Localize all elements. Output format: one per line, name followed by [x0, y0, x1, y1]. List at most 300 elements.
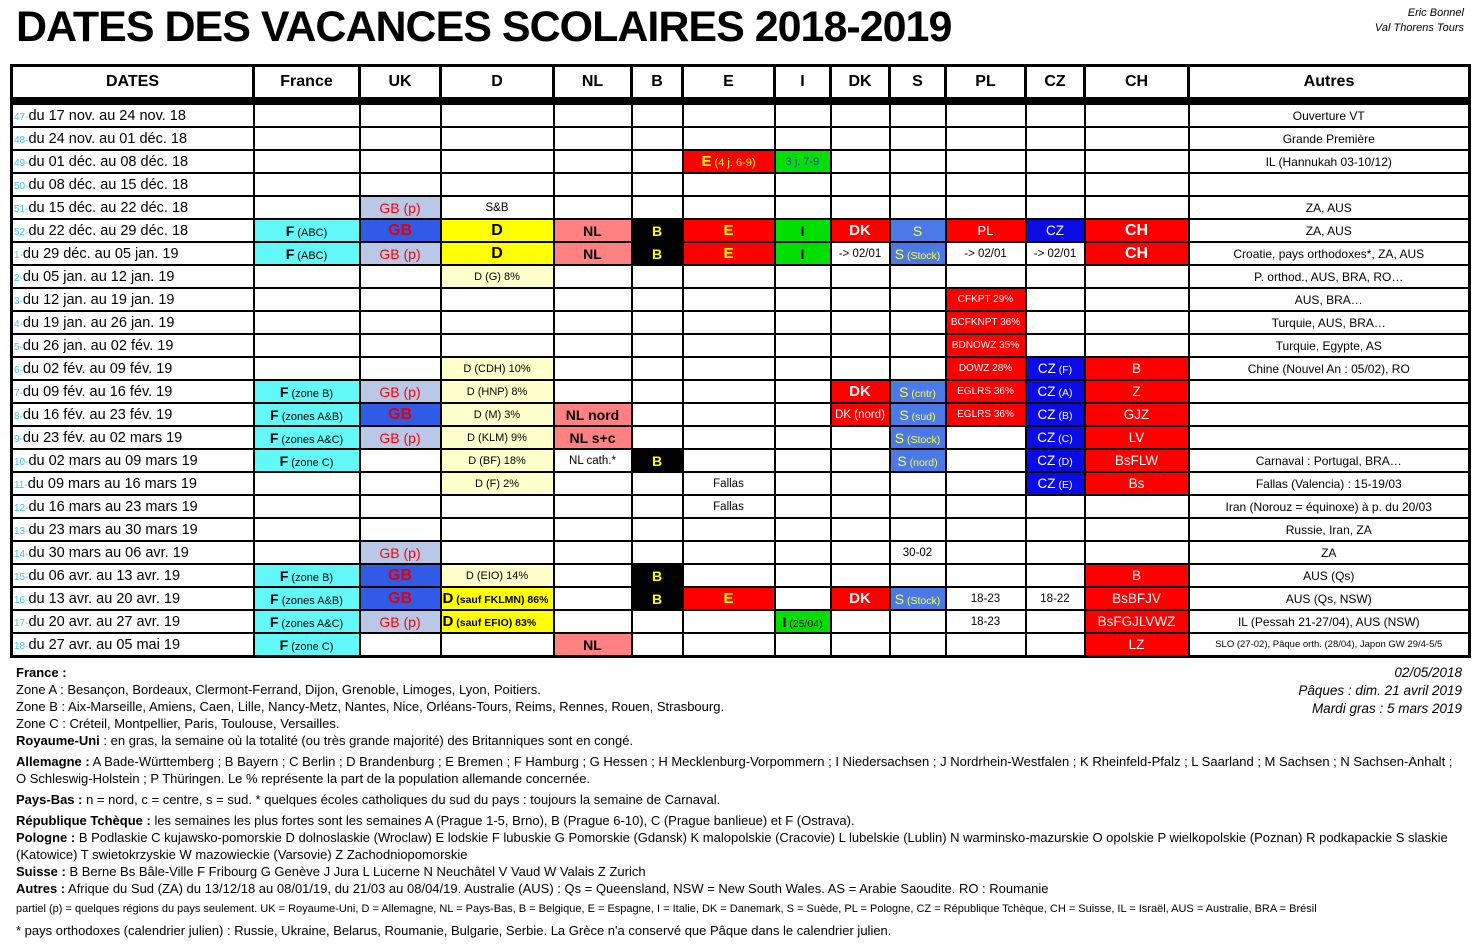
- cell-e: [683, 288, 775, 311]
- cell-main-text: F: [270, 406, 279, 423]
- cell-i: [775, 219, 831, 242]
- legend-lead: République Tchèque :: [16, 813, 151, 828]
- cell-autres: P. orthod., AUS, BRA, RO…: [1189, 265, 1470, 288]
- cell-autres: ZA: [1189, 541, 1470, 564]
- cell-autres: AUS (Qs, NSW): [1189, 587, 1470, 610]
- cell-main-text: D: [442, 590, 454, 607]
- cell-d: [441, 173, 554, 196]
- cell-main-text: F: [285, 245, 295, 262]
- cell-main-text: CZ: [1037, 361, 1056, 376]
- cell-nl: [554, 334, 632, 357]
- week-row: [12, 150, 1470, 173]
- cell-uk: [360, 541, 441, 564]
- cell-main-text: B: [1131, 568, 1141, 583]
- cell-b: [632, 288, 683, 311]
- legend-lead: Allemagne :: [16, 754, 90, 769]
- week-number: 47-: [14, 111, 29, 123]
- cell-cz: [1026, 173, 1085, 196]
- cell-main-text: E: [723, 590, 734, 607]
- week-row: [12, 380, 1470, 403]
- cell-cz: [1026, 564, 1085, 587]
- cell-main-text: DK: [849, 383, 871, 400]
- week-row: [12, 196, 1470, 219]
- cell-uk: [360, 150, 441, 173]
- cell-uk: [360, 518, 441, 541]
- date-range: du 23 mars au 30 mars 19: [28, 521, 198, 538]
- cell-d: [441, 265, 554, 288]
- date-cell: [12, 150, 254, 173]
- cell-d: [441, 449, 554, 472]
- cell-main-text: NL: [583, 636, 602, 653]
- cell-dk: [831, 334, 890, 357]
- cell-dk: [831, 449, 890, 472]
- cell-autres: Grande Première: [1189, 127, 1470, 150]
- cell-pl: [946, 150, 1026, 173]
- cell-uk: [360, 610, 441, 633]
- cell-sub-text: (zones A&C): [278, 617, 344, 630]
- side-note: 02/05/2018: [1394, 665, 1462, 680]
- cell-pl: [946, 541, 1026, 564]
- date-range: du 16 fév. au 23 fév. 19: [22, 406, 173, 423]
- side-note: Pâques : dim. 21 avril 2019: [1298, 683, 1462, 698]
- cell-d: [441, 380, 554, 403]
- cell-sub-text: (Stock): [904, 433, 941, 446]
- cell-main-text: CFKPT 29%: [957, 294, 1014, 305]
- cell-b: [632, 242, 683, 265]
- cell-autres: [1189, 173, 1470, 196]
- week-row: [12, 610, 1470, 633]
- cell-uk: [360, 564, 441, 587]
- date-cell: [12, 564, 254, 587]
- cell-e: [683, 518, 775, 541]
- cell-main-text: DK: [849, 590, 871, 607]
- cell-e: [683, 495, 775, 518]
- cell-s: [890, 449, 946, 472]
- cell-nl: [554, 564, 632, 587]
- week-number: 2-: [14, 272, 23, 284]
- cell-uk: [360, 334, 441, 357]
- week-number: 11-: [14, 479, 28, 491]
- cell-b: [632, 334, 683, 357]
- cell-i: [775, 242, 831, 265]
- cell-s: [890, 219, 946, 242]
- cell-uk: [360, 380, 441, 403]
- date-cell: [12, 127, 254, 150]
- cell-s: [890, 403, 946, 426]
- cell-sub-text: (D): [1055, 456, 1073, 468]
- cell-e: [683, 449, 775, 472]
- week-number: 8-: [14, 410, 23, 422]
- cell-dk: [831, 357, 890, 380]
- cell-s: [890, 173, 946, 196]
- cell-main-text: B: [651, 567, 663, 584]
- cell-b: [632, 196, 683, 219]
- week-row: [12, 357, 1470, 380]
- cell-pl: [946, 518, 1026, 541]
- column-header-uk: UK: [360, 66, 441, 102]
- week-number: 52-: [14, 226, 29, 238]
- cell-ch: [1085, 127, 1189, 150]
- cell-i: [775, 403, 831, 426]
- date-range: du 05 jan. au 12 jan. 19: [22, 268, 175, 285]
- legend-lead: France :: [16, 665, 67, 680]
- column-header-b: B: [632, 66, 683, 102]
- cell-main-text: CH: [1124, 221, 1149, 239]
- cell-sub-text: (sauf FKLMN) 86%: [453, 594, 549, 606]
- cell-sub-text: (4 j. 6-9): [711, 157, 756, 169]
- cell-cz: [1026, 633, 1085, 657]
- cell-ch: [1085, 334, 1189, 357]
- cell-sub-text: (C): [1055, 433, 1073, 445]
- date-cell: [12, 101, 254, 127]
- cell-d: [441, 610, 554, 633]
- cell-france: [254, 380, 360, 403]
- cell-pl: [946, 380, 1026, 403]
- cell-pl: [946, 403, 1026, 426]
- date-range: du 24 nov. au 01 déc. 18: [28, 130, 188, 147]
- cell-dk: [831, 518, 890, 541]
- cell-main-text: BsBFJV: [1112, 591, 1161, 606]
- cell-sub-text: (ABC): [294, 249, 328, 262]
- column-header-dk: DK: [831, 66, 890, 102]
- cell-d: [441, 541, 554, 564]
- cell-dk: [831, 380, 890, 403]
- cell-main-text: D (G) 8%: [474, 270, 520, 283]
- cell-france: [254, 173, 360, 196]
- cell-uk: [360, 426, 441, 449]
- cell-autres: [1189, 380, 1470, 403]
- cell-nl: [554, 449, 632, 472]
- cell-b: [632, 150, 683, 173]
- cell-s: [890, 265, 946, 288]
- cell-ch: [1085, 518, 1189, 541]
- week-number: 17-: [14, 617, 29, 629]
- cell-s: [890, 196, 946, 219]
- cell-uk: [360, 196, 441, 219]
- cell-main-text: B: [1131, 361, 1141, 376]
- cell-main-text: BDNOWZ 35%: [951, 340, 1020, 351]
- column-header-s: S: [890, 66, 946, 102]
- cell-main-text: NL: [583, 222, 602, 239]
- cell-cz: [1026, 426, 1085, 449]
- week-number: 5-: [14, 341, 23, 353]
- cell-ch: [1085, 610, 1189, 633]
- cell-cz: [1026, 380, 1085, 403]
- week-number: 14-: [14, 548, 29, 560]
- cell-autres: Croatie, pays orthodoxes*, ZA, AUS: [1189, 242, 1470, 265]
- cell-i: [775, 610, 831, 633]
- cell-france: [254, 449, 360, 472]
- cell-main-text: GB (p): [379, 429, 421, 446]
- cell-autres: Turquie, Egypte, AS: [1189, 334, 1470, 357]
- cell-main-text: D (KLM) 9%: [467, 431, 527, 444]
- cell-b: [632, 380, 683, 403]
- cell-cz: [1026, 242, 1085, 265]
- cell-autres: [1189, 403, 1470, 426]
- cell-ch: [1085, 587, 1189, 610]
- cell-dk: [831, 403, 890, 426]
- cell-s: [890, 311, 946, 334]
- cell-uk: [360, 403, 441, 426]
- cell-nl: [554, 495, 632, 518]
- week-row: [12, 564, 1470, 587]
- cell-nl: [554, 610, 632, 633]
- cell-i: [775, 495, 831, 518]
- cell-d: [441, 288, 554, 311]
- cell-main-text: NL: [583, 245, 602, 262]
- cell-cz: [1026, 196, 1085, 219]
- date-cell: [12, 587, 254, 610]
- date-range: du 09 fév. au 16 fév. 19: [22, 383, 173, 400]
- cell-d: [441, 311, 554, 334]
- cell-sub-text: (zone B): [288, 387, 334, 400]
- cell-i: [775, 449, 831, 472]
- cell-main-text: B: [651, 222, 663, 239]
- cell-main-text: DK (nord): [835, 408, 885, 421]
- cell-pl: [946, 196, 1026, 219]
- date-cell: [12, 242, 254, 265]
- column-header-dates: DATES: [12, 66, 254, 102]
- cell-e: [683, 610, 775, 633]
- column-header-france: France: [254, 66, 360, 102]
- date-range: du 19 jan. au 26 jan. 19: [22, 314, 175, 331]
- week-row: [12, 518, 1470, 541]
- cell-france: [254, 242, 360, 265]
- cell-france: [254, 495, 360, 518]
- cell-pl: [946, 426, 1026, 449]
- cell-d: [441, 564, 554, 587]
- cell-sub-text: (A): [1055, 387, 1073, 399]
- cell-b: [632, 127, 683, 150]
- cell-sub-text: (sauf EFIO) 83%: [453, 617, 537, 629]
- cell-uk: [360, 449, 441, 472]
- cell-main-text: S&B: [485, 201, 509, 214]
- cell-sub-text: (zones A&C): [278, 433, 344, 446]
- column-header-d: D: [441, 66, 554, 102]
- cell-e: [683, 633, 775, 657]
- cell-uk: [360, 265, 441, 288]
- cell-d: [441, 357, 554, 380]
- cell-autres: Iran (Norouz = équinoxe) à p. du 20/03: [1189, 495, 1470, 518]
- legend-line: Pologne : B Podlaskie C kujawsko-pomorskie D dolnoslaskie (Wroclaw) E lodskie F lubuskie G Pomorskie (Gdansk) K malopolskie (Cracovie) L lubelskie (Lublin) N warminsko-mazurskie O opolskie P wielkopolskie (Poznan) R podkapackie S slaskie (Katowice) T swietokrzyskie W mazowieckie (Varsovie) Z Zachodniopomorskie: [16, 830, 1448, 862]
- date-cell: [12, 403, 254, 426]
- cell-d: [441, 196, 554, 219]
- cell-main-text: GB: [388, 405, 412, 423]
- cell-main-text: I: [800, 245, 805, 262]
- cell-i: [775, 564, 831, 587]
- cell-main-text: D (EIO) 14%: [465, 569, 529, 582]
- cell-main-text: D: [491, 221, 503, 239]
- week-number: 49-: [14, 157, 29, 169]
- cell-nl: [554, 127, 632, 150]
- cell-s: [890, 127, 946, 150]
- cell-main-text: F: [269, 613, 279, 630]
- week-number: 16-: [14, 594, 29, 606]
- cell-uk: [360, 357, 441, 380]
- cell-dk: [831, 564, 890, 587]
- cell-main-text: F: [269, 429, 279, 446]
- credit-block: [1375, 4, 1468, 36]
- cell-e: [683, 564, 775, 587]
- date-cell: [12, 495, 254, 518]
- cell-d: [441, 403, 554, 426]
- cell-i: [775, 334, 831, 357]
- cell-main-text: EGLRS 36%: [957, 386, 1014, 397]
- cell-uk: [360, 173, 441, 196]
- cell-autres: Carnaval : Portugal, BRA…: [1189, 449, 1470, 472]
- legend-line: Pays-Bas : n = nord, c = centre, s = sud. * quelques écoles catholiques du sud du pays : toujours la semaine de Carnaval.: [16, 792, 721, 807]
- cell-france: [254, 265, 360, 288]
- cell-main-text: S: [899, 406, 909, 423]
- cell-ch: [1085, 495, 1189, 518]
- cell-main-text: NL nord: [565, 406, 620, 423]
- cell-s: [890, 380, 946, 403]
- cell-main-text: GB (p): [379, 199, 421, 216]
- cell-main-text: -> 02/01: [964, 247, 1007, 260]
- cell-ch: [1085, 564, 1189, 587]
- week-number: 13-: [14, 525, 29, 537]
- date-range: du 01 déc. au 08 déc. 18: [28, 153, 189, 170]
- cell-autres: Chine (Nouvel An : 05/02), RO: [1189, 357, 1470, 380]
- cell-cz: [1026, 610, 1085, 633]
- cell-uk: [360, 127, 441, 150]
- week-row: [12, 288, 1470, 311]
- cell-main-text: D: [491, 244, 503, 262]
- cell-france: [254, 334, 360, 357]
- cell-cz: [1026, 334, 1085, 357]
- date-range: du 16 mars au 23 mars 19: [28, 498, 198, 515]
- cell-pl: [946, 610, 1026, 633]
- cell-nl: [554, 541, 632, 564]
- cell-dk: [831, 101, 890, 127]
- cell-autres: AUS (Qs): [1189, 564, 1470, 587]
- cell-main-text: D (HNP) 8%: [466, 385, 528, 398]
- cell-sub-text: (zone C): [288, 456, 334, 469]
- cell-sub-text: (25/04): [786, 617, 823, 630]
- cell-e: [683, 101, 775, 127]
- date-cell: [12, 334, 254, 357]
- column-header-i: I: [775, 66, 831, 102]
- cell-e: [683, 403, 775, 426]
- cell-b: [632, 219, 683, 242]
- cell-main-text: Fallas: [713, 477, 744, 490]
- cell-ch: [1085, 150, 1189, 173]
- cell-sub-text: (sud): [908, 410, 936, 423]
- week-row: [12, 127, 1470, 150]
- cell-pl: [946, 472, 1026, 495]
- cell-dk: [831, 242, 890, 265]
- cell-s: [890, 288, 946, 311]
- cell-nl: [554, 403, 632, 426]
- cell-nl: [554, 426, 632, 449]
- cell-france: [254, 196, 360, 219]
- cell-e: [683, 380, 775, 403]
- cell-main-text: 3 j. 7-9: [785, 155, 820, 168]
- legend-line: Royaume-Uni : en gras, la semaine où la totalité (ou très grande majorité) des Britanniques sont en congé.: [16, 733, 634, 748]
- date-cell: [12, 426, 254, 449]
- cell-autres: IL (Pessah 21-27/04), AUS (NSW): [1189, 610, 1470, 633]
- cell-main-text: 18-23: [970, 615, 1001, 628]
- week-row: [12, 311, 1470, 334]
- cell-france: [254, 403, 360, 426]
- cell-main-text: CZ: [1037, 476, 1056, 491]
- cell-main-text: NL cath.*: [569, 454, 616, 467]
- cell-uk: [360, 633, 441, 657]
- cell-autres: ZA, AUS: [1189, 196, 1470, 219]
- cell-autres: Turquie, AUS, BRA…: [1189, 311, 1470, 334]
- cell-pl: [946, 219, 1026, 242]
- cell-main-text: Bs: [1128, 476, 1145, 491]
- date-cell: [12, 219, 254, 242]
- cell-main-text: Z: [1132, 384, 1141, 399]
- cell-i: [775, 311, 831, 334]
- cell-i: [775, 633, 831, 657]
- cell-nl: [554, 150, 632, 173]
- title-row: [0, 0, 1478, 62]
- cell-nl: [554, 173, 632, 196]
- cell-i: [775, 127, 831, 150]
- cell-s: [890, 587, 946, 610]
- cell-nl: [554, 311, 632, 334]
- date-range: du 12 jan. au 19 jan. 19: [22, 291, 175, 308]
- cell-ch: [1085, 633, 1189, 657]
- cell-dk: [831, 472, 890, 495]
- cell-e: [683, 127, 775, 150]
- cell-ch: [1085, 101, 1189, 127]
- cell-cz: [1026, 449, 1085, 472]
- cell-e: [683, 357, 775, 380]
- cell-main-text: CH: [1124, 244, 1149, 262]
- week-number: 6-: [14, 364, 23, 376]
- date-cell: [12, 265, 254, 288]
- cell-autres: ZA, AUS: [1189, 219, 1470, 242]
- cell-dk: [831, 495, 890, 518]
- cell-ch: [1085, 311, 1189, 334]
- cell-b: [632, 564, 683, 587]
- cell-pl: [946, 101, 1026, 127]
- cell-nl: [554, 357, 632, 380]
- date-cell: [12, 311, 254, 334]
- cell-uk: [360, 101, 441, 127]
- date-range: du 22 déc. au 29 déc. 18: [28, 222, 189, 239]
- cell-s: [890, 426, 946, 449]
- cell-s: [890, 541, 946, 564]
- cell-main-text: F: [270, 590, 279, 607]
- week-row: [12, 173, 1470, 196]
- date-range: du 13 avr. au 20 avr. 19: [28, 590, 181, 607]
- cell-main-text: GJZ: [1123, 407, 1150, 422]
- cell-nl: [554, 219, 632, 242]
- cell-ch: [1085, 380, 1189, 403]
- cell-main-text: GB (p): [379, 613, 421, 630]
- cell-ch: [1085, 449, 1189, 472]
- cell-main-text: GB: [388, 221, 412, 239]
- cell-ch: [1085, 403, 1189, 426]
- date-range: du 29 déc. au 05 jan. 19: [22, 245, 179, 262]
- cell-i: [775, 150, 831, 173]
- column-header-cz: CZ: [1026, 66, 1085, 102]
- cell-i: [775, 196, 831, 219]
- cell-e: [683, 150, 775, 173]
- cell-main-text: B: [651, 245, 663, 262]
- cell-autres: AUS, BRA…: [1189, 288, 1470, 311]
- cell-cz: [1026, 265, 1085, 288]
- cell-sub-text: (cntr): [908, 387, 936, 400]
- cell-e: [683, 587, 775, 610]
- cell-d: [441, 219, 554, 242]
- cell-s: [890, 242, 946, 265]
- cell-dk: [831, 311, 890, 334]
